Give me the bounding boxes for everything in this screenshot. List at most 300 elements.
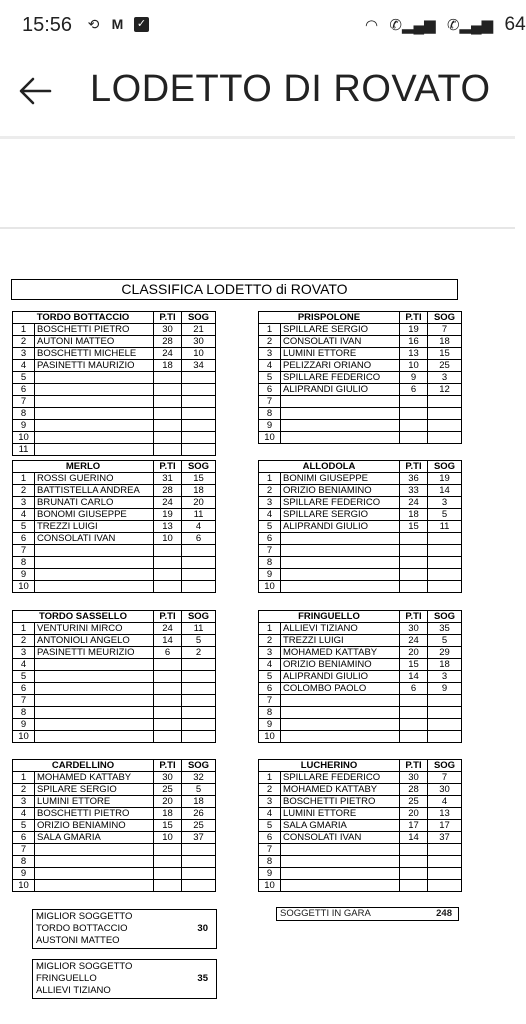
table-row [13, 533, 216, 545]
sog-cell: 14 [428, 485, 462, 497]
name-cell [281, 533, 400, 545]
col-pti-header: P.TI [400, 312, 428, 324]
sog-cell: 13 [428, 808, 462, 820]
sog-cell [428, 868, 462, 880]
rank-cell: 9 [13, 420, 35, 432]
name-cell [35, 581, 154, 593]
rank-cell: 7 [259, 545, 281, 557]
rank-cell: 2 [13, 784, 35, 796]
sog-cell [428, 695, 462, 707]
sog-cell: 32 [182, 772, 216, 784]
table-row [13, 820, 216, 832]
col-sog-header: SOG [428, 461, 462, 473]
rank-cell: 4 [13, 360, 35, 372]
pti-cell: 30 [154, 324, 182, 336]
pti-cell: 13 [154, 521, 182, 533]
name-cell [35, 695, 154, 707]
rank-cell: 1 [259, 324, 281, 336]
table-row [13, 808, 216, 820]
name-cell [35, 719, 154, 731]
best-subject-lines [36, 911, 132, 947]
pti-cell: 15 [154, 820, 182, 832]
sog-cell: 20 [182, 497, 216, 509]
sog-cell: 21 [182, 324, 216, 336]
pti-cell: 14 [400, 832, 428, 844]
rank-cell: 6 [259, 533, 281, 545]
table-row [13, 509, 216, 521]
sog-cell [428, 581, 462, 593]
pti-cell [400, 707, 428, 719]
rank-cell: 10 [13, 432, 35, 444]
name-cell [35, 856, 154, 868]
best-subject-line: MIGLIOR SOGGETTO [36, 961, 133, 972]
name-cell: ALIPRANDI GIULIO [281, 384, 400, 396]
pti-cell [154, 707, 182, 719]
name-cell: MOHAMED KATTABY [35, 772, 154, 784]
sog-cell [182, 671, 216, 683]
name-cell [281, 844, 400, 856]
best-subject-line: ALLIEVI TIZIANO [36, 985, 111, 996]
name-cell: CONSOLATI IVAN [35, 533, 154, 545]
pti-cell [400, 719, 428, 731]
pti-cell: 18 [400, 509, 428, 521]
rank-cell: 6 [259, 683, 281, 695]
rank-cell: 3 [13, 497, 35, 509]
name-cell [281, 569, 400, 581]
rank-cell: 4 [259, 808, 281, 820]
table-row [259, 635, 462, 647]
rank-cell: 7 [259, 396, 281, 408]
pti-cell: 24 [154, 623, 182, 635]
wifi-icon: ◠ [365, 17, 379, 34]
pti-cell [154, 868, 182, 880]
rank-cell: 7 [13, 396, 35, 408]
table-row [259, 408, 462, 420]
name-cell: LUMINI ETTORE [35, 796, 154, 808]
back-arrow-svg [18, 76, 52, 106]
sog-cell: 3 [428, 372, 462, 384]
table-row [13, 569, 216, 581]
table-row [259, 485, 462, 497]
rank-cell: 3 [259, 348, 281, 360]
pti-cell: 30 [400, 772, 428, 784]
rank-cell: 5 [13, 820, 35, 832]
table-row [259, 473, 462, 485]
table-row [13, 856, 216, 868]
table-row [13, 372, 216, 384]
sog-cell: 7 [428, 324, 462, 336]
pti-cell: 15 [400, 659, 428, 671]
table-row [259, 683, 462, 695]
name-cell [35, 683, 154, 695]
name-cell [281, 868, 400, 880]
sog-cell: 5 [428, 509, 462, 521]
pti-cell [154, 408, 182, 420]
pti-cell: 20 [400, 808, 428, 820]
pti-cell [400, 856, 428, 868]
sog-cell [182, 844, 216, 856]
table-row [13, 396, 216, 408]
name-cell [281, 880, 400, 892]
rank-cell: 5 [259, 521, 281, 533]
pti-cell: 9 [400, 372, 428, 384]
name-cell: MOHAMED KATTABY [281, 784, 400, 796]
col-pti-header: P.TI [154, 760, 182, 772]
name-cell [281, 420, 400, 432]
rank-cell: 8 [259, 856, 281, 868]
table-row [259, 509, 462, 521]
sog-cell [428, 731, 462, 743]
pti-cell: 19 [154, 509, 182, 521]
table-row [259, 324, 462, 336]
table-row [259, 533, 462, 545]
name-cell [35, 569, 154, 581]
pti-cell [154, 557, 182, 569]
back-arrow-icon[interactable] [18, 76, 54, 108]
name-cell: MOHAMED KATTABY [281, 647, 400, 659]
sog-cell: 11 [182, 509, 216, 521]
pti-cell: 6 [400, 384, 428, 396]
table-row [13, 408, 216, 420]
sog-cell [182, 868, 216, 880]
name-cell [35, 868, 154, 880]
table-row [13, 497, 216, 509]
app-bar [0, 52, 515, 132]
col-pti-header: P.TI [400, 461, 428, 473]
rank-cell: 10 [259, 581, 281, 593]
rank-cell: 5 [259, 820, 281, 832]
rank-cell: 2 [259, 784, 281, 796]
rank-cell: 7 [259, 844, 281, 856]
table-row [13, 707, 216, 719]
sog-cell [428, 856, 462, 868]
table-row [13, 384, 216, 396]
pti-cell [154, 444, 182, 456]
rank-cell: 3 [259, 497, 281, 509]
pti-cell: 30 [154, 772, 182, 784]
name-cell: CONSOLATI IVAN [281, 336, 400, 348]
sog-cell: 12 [428, 384, 462, 396]
table-row [259, 396, 462, 408]
pti-cell [154, 683, 182, 695]
call-signal-2-icon: ✆▂▄▆ [446, 17, 494, 34]
subjects-in-race-value: 248 [436, 908, 452, 919]
name-cell: LUMINI ETTORE [281, 808, 400, 820]
table-row [259, 707, 462, 719]
table-header-row [13, 760, 216, 772]
species-table [12, 759, 216, 892]
pti-cell: 10 [400, 360, 428, 372]
pti-cell: 6 [154, 647, 182, 659]
name-cell: VENTURINI MIRCO [35, 623, 154, 635]
rank-cell: 7 [13, 844, 35, 856]
name-cell: PASINETTI MAURIZIO [35, 360, 154, 372]
rank-cell: 4 [259, 360, 281, 372]
pti-cell [154, 420, 182, 432]
sog-cell: 19 [428, 473, 462, 485]
name-cell: ORIZIO BENIAMINO [281, 485, 400, 497]
header-divider [0, 136, 515, 139]
table-row [259, 521, 462, 533]
sog-cell: 15 [428, 348, 462, 360]
name-cell: PELIZZARI ORIANO [281, 360, 400, 372]
sync-icon: ⟲ [87, 16, 100, 32]
rank-cell: 6 [259, 832, 281, 844]
species-table [12, 460, 216, 593]
sog-cell: 9 [428, 683, 462, 695]
sog-cell [182, 569, 216, 581]
pti-cell [154, 671, 182, 683]
sog-cell: 17 [428, 820, 462, 832]
name-cell: BOSCHETTI PIETRO [281, 796, 400, 808]
name-cell: SPILLARE FEDERICO [281, 772, 400, 784]
sog-cell [182, 408, 216, 420]
checkbox-icon: ✓ [134, 17, 149, 32]
sog-cell: 10 [182, 348, 216, 360]
table-row [259, 820, 462, 832]
table-row [259, 659, 462, 671]
table-row [259, 844, 462, 856]
table-row [13, 545, 216, 557]
best-subject-box [32, 909, 217, 949]
sog-cell: 11 [182, 623, 216, 635]
pti-cell [400, 545, 428, 557]
rank-cell: 10 [13, 581, 35, 593]
table-row [13, 521, 216, 533]
name-cell: PASINETTI MEURIZIO [35, 647, 154, 659]
table-row [13, 719, 216, 731]
species-name: MERLO [13, 461, 154, 473]
table-row [13, 336, 216, 348]
name-cell [35, 396, 154, 408]
rank-cell: 5 [13, 521, 35, 533]
table-header-row [13, 461, 216, 473]
table-row [259, 384, 462, 396]
table-row [259, 808, 462, 820]
best-subject-value: 30 [197, 923, 208, 934]
table-row [259, 360, 462, 372]
rank-cell: 8 [13, 557, 35, 569]
sog-cell [182, 695, 216, 707]
sog-cell [182, 880, 216, 892]
pti-cell [154, 396, 182, 408]
sog-cell: 37 [182, 832, 216, 844]
rank-cell: 10 [259, 432, 281, 444]
rank-cell: 10 [259, 731, 281, 743]
best-subject-line: AUSTONI MATTEO [36, 935, 120, 946]
page-title: LODETTO DI ROVATO [90, 68, 491, 110]
table-row [259, 623, 462, 635]
pti-cell: 31 [154, 473, 182, 485]
rank-cell: 8 [13, 856, 35, 868]
name-cell: ROSSI GUERINO [35, 473, 154, 485]
pti-cell: 30 [400, 623, 428, 635]
table-row [259, 880, 462, 892]
sog-cell: 26 [182, 808, 216, 820]
rank-cell: 9 [13, 569, 35, 581]
col-sog-header: SOG [182, 312, 216, 324]
sog-cell [182, 581, 216, 593]
rank-cell: 8 [259, 557, 281, 569]
table-row [13, 868, 216, 880]
rank-cell: 5 [259, 372, 281, 384]
sog-cell [182, 396, 216, 408]
name-cell: SPILLARE SERGIO [281, 509, 400, 521]
rank-cell: 10 [13, 731, 35, 743]
sog-cell: 4 [182, 521, 216, 533]
sog-cell: 30 [182, 336, 216, 348]
table-row [13, 485, 216, 497]
name-cell: BOSCHETTI PIETRO [35, 808, 154, 820]
best-subject-line: FRINGUELLO [36, 973, 97, 984]
name-cell: BATTISTELLA ANDREA [35, 485, 154, 497]
sog-cell: 29 [428, 647, 462, 659]
pti-cell [154, 695, 182, 707]
table-header-row [259, 611, 462, 623]
pti-cell: 25 [154, 784, 182, 796]
rank-cell: 1 [13, 473, 35, 485]
rank-cell: 8 [13, 408, 35, 420]
pti-cell [400, 880, 428, 892]
table-row [259, 432, 462, 444]
rank-cell: 2 [259, 336, 281, 348]
species-table [12, 311, 216, 456]
species-name: PRISPOLONE [259, 312, 400, 324]
name-cell [35, 557, 154, 569]
pti-cell [400, 420, 428, 432]
sog-cell [428, 420, 462, 432]
pti-cell [154, 545, 182, 557]
name-cell: BONOMI GIUSEPPE [35, 509, 154, 521]
name-cell [35, 408, 154, 420]
sog-cell: 18 [428, 336, 462, 348]
rank-cell: 3 [13, 348, 35, 360]
table-row [259, 569, 462, 581]
table-row [13, 324, 216, 336]
best-subject-line: TORDO BOTTACCIO [36, 923, 128, 934]
name-cell [35, 844, 154, 856]
species-name: ALLODOLA [259, 461, 400, 473]
table-row [13, 432, 216, 444]
rank-cell: 3 [13, 796, 35, 808]
table-row [13, 880, 216, 892]
rank-cell: 1 [259, 772, 281, 784]
sog-cell: 6 [182, 533, 216, 545]
sog-cell: 25 [182, 820, 216, 832]
pti-cell: 36 [400, 473, 428, 485]
sog-cell: 11 [428, 521, 462, 533]
status-right [365, 14, 526, 36]
pti-cell: 13 [400, 348, 428, 360]
name-cell: COLOMBO PAOLO [281, 683, 400, 695]
rank-cell: 7 [13, 695, 35, 707]
species-table [258, 610, 462, 743]
name-cell [35, 707, 154, 719]
pti-cell [400, 533, 428, 545]
subjects-in-race-label: SOGGETTI IN GARA [280, 908, 371, 919]
pti-cell: 18 [154, 360, 182, 372]
name-cell: TREZZI LUIGI [35, 521, 154, 533]
col-pti-header: P.TI [154, 611, 182, 623]
rank-cell: 2 [13, 336, 35, 348]
name-cell: BOSCHETTI MICHELE [35, 348, 154, 360]
pti-cell: 15 [400, 521, 428, 533]
name-cell [35, 731, 154, 743]
table-row [13, 784, 216, 796]
pti-cell [154, 719, 182, 731]
pti-cell [154, 372, 182, 384]
pti-cell [400, 868, 428, 880]
rank-cell: 6 [259, 384, 281, 396]
table-row [13, 557, 216, 569]
name-cell [281, 731, 400, 743]
pti-cell: 18 [154, 808, 182, 820]
sog-cell [428, 719, 462, 731]
table-row [259, 581, 462, 593]
sog-cell [182, 683, 216, 695]
rank-cell: 1 [259, 473, 281, 485]
table-row [13, 348, 216, 360]
col-sog-header: SOG [428, 611, 462, 623]
name-cell: SPILARE SERGIO [35, 784, 154, 796]
col-sog-header: SOG [182, 760, 216, 772]
pti-cell: 6 [400, 683, 428, 695]
table-header-row [13, 611, 216, 623]
sog-cell: 7 [428, 772, 462, 784]
name-cell [281, 856, 400, 868]
best-subject-lines [36, 961, 132, 997]
name-cell: BOSCHETTI PIETRO [35, 324, 154, 336]
table-row [13, 444, 216, 456]
pti-cell: 24 [400, 635, 428, 647]
sog-cell: 18 [428, 659, 462, 671]
pti-cell [400, 581, 428, 593]
name-cell: TREZZI LUIGI [281, 635, 400, 647]
rank-cell: 2 [13, 635, 35, 647]
pti-cell: 24 [400, 497, 428, 509]
sog-cell [182, 659, 216, 671]
table-row [13, 647, 216, 659]
name-cell: SPILLARE FEDERICO [281, 497, 400, 509]
table-row [259, 671, 462, 683]
col-sog-header: SOG [182, 611, 216, 623]
species-table [258, 759, 462, 892]
table-row [13, 623, 216, 635]
rank-cell: 6 [13, 533, 35, 545]
battery-level: 64 [504, 14, 526, 35]
rank-cell: 10 [259, 880, 281, 892]
pti-cell [400, 844, 428, 856]
best-subject-line: MIGLIOR SOGGETTO [36, 911, 133, 922]
col-pti-header: P.TI [154, 312, 182, 324]
col-pti-header: P.TI [154, 461, 182, 473]
sog-cell: 3 [428, 497, 462, 509]
name-cell: ORIZIO BENIAMINO [281, 659, 400, 671]
table-header-row [259, 461, 462, 473]
best-subject-box [32, 959, 217, 999]
name-cell: CONSOLATI IVAN [281, 832, 400, 844]
col-sog-header: SOG [428, 760, 462, 772]
name-cell [281, 432, 400, 444]
pti-cell: 28 [154, 485, 182, 497]
rank-cell: 7 [13, 545, 35, 557]
table-row [259, 731, 462, 743]
pti-cell: 14 [154, 635, 182, 647]
pti-cell: 16 [400, 336, 428, 348]
name-cell: SALA GMARIA [35, 832, 154, 844]
rank-cell: 2 [259, 485, 281, 497]
rank-cell: 1 [13, 324, 35, 336]
